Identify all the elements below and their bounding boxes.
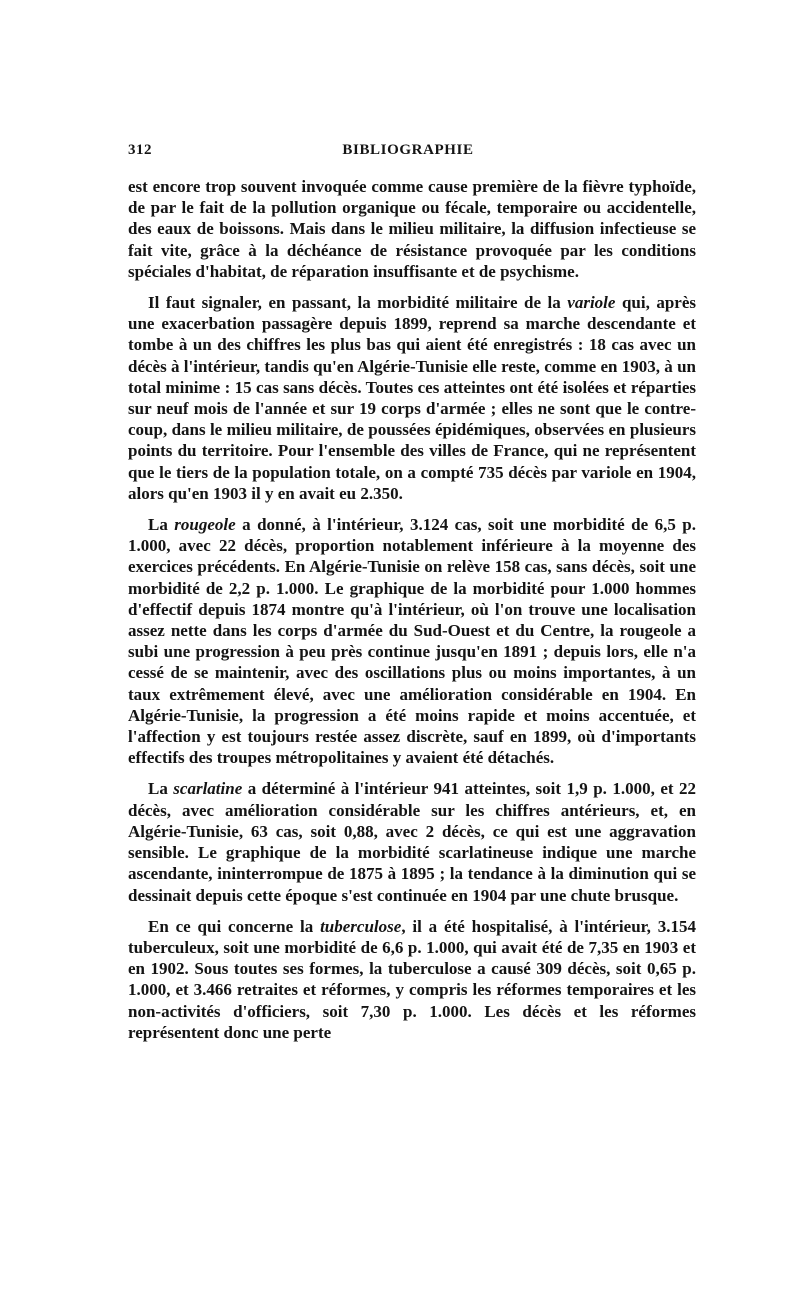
paragraph-text-after: a donné, à l'intérieur, 3.124 cas, soit une morbidité de 6,5 p. 1.000, avec 22 décès, proportion notablement inférieure à la moyenne des exercices précédents. En Algérie-Tunisie on relève 158 cas, sans décès, soit une morbidité de 2,2 p. 1.000. Le graphique de la morbidité pour 1.000 hommes d'effectif depuis 1874 montre qu'à l'intérieur, où l'on trouve une localisation assez nette dans les corps d'armée du Sud-Ouest et du Centre, la rougeole a subi une progression à peu près continue jusqu'en 1891 ; depuis lors, elle n'a cessé de se maintenir, avec des oscillations plus ou moins importantes, à un taux extrêmement élevé, avec une amélioration considérable en 1904. En Algérie-Tunisie, la progression a été moins rapide et moins accentuée, et l'affection y est toujours restée assez discrète, sauf en 1899, où d'importants effectifs des troupes métropolitaines y avaient été détachés. — [128, 515, 696, 768]
paragraph-tuberculose — [128, 916, 696, 1043]
paragraph-variole — [128, 292, 696, 504]
disease-term-rougeole: rougeole — [174, 515, 236, 535]
paragraph-text: est encore trop souvent invoquée comme cause première de la fièvre typhoïde, de par le fait de la pollution organique ou fécale, temporaire ou accidentelle, des eaux de boissons. Mais dans le milieu militaire, la diffusion infectieuse se fait vite, grâce à la déchéance de résistance provoquée par les conditions spéciales d'habitat, de réparation insuffisante et de psychisme. — [128, 177, 696, 281]
disease-term-variole: variole — [567, 293, 616, 313]
page-number: 312 — [128, 142, 152, 158]
paragraph-text-before: La — [148, 515, 175, 535]
paragraph-text-before: La — [148, 779, 174, 799]
paragraph-rougeole — [128, 514, 696, 768]
paragraph-text-after: a déterminé à l'intérieur 941 atteintes, soit 1,9 p. 1.000, et 22 décès, avec amélioration considérable sur les chiffres antérieurs, et, en Algérie-Tunisie, 63 cas, soit 0,88, avec 2 décès, ce qui est une aggravation sensible. Le graphique de la morbidité scarlatineuse indique une marche ascendante, ininterrompue de 1875 à 1895 ; la tendance à la diminution qui se dessinait depuis cette époque s'est continuée en 1904 par une chute brusque. — [128, 779, 696, 905]
page-header — [128, 142, 688, 172]
body-text — [128, 176, 696, 1053]
paragraph-continuation — [128, 176, 696, 282]
paragraph-scarlatine — [128, 778, 696, 905]
paragraph-text-before: Il faut signaler, en passant, la morbidité militaire de la — [148, 293, 568, 313]
running-title: BIBLIOGRAPHIE — [342, 142, 474, 158]
paragraph-text-after: , il a été hospitalisé, à l'intérieur, 3.154 tuberculeux, soit une morbidité de 6,6 p. 1.000, qui avait été de 7,35 en 1903 et en 1902. Sous toutes ses formes, la tuberculose a causé 309 décès, soit 0,65 p. 1.000, et 3.466 retraites et réformes, y compris les réformes temporaires et les non-activités d'officiers, soit 7,30 p. 1.000. Les décès et les réformes représentent donc une perte — [128, 916, 696, 1042]
disease-term-scarlatine: scarlatine — [173, 779, 243, 799]
disease-term-tuberculose: tuberculose — [320, 916, 402, 936]
paragraph-text-after: qui, après une exacerbation passagère depuis 1899, reprend sa marche descendante et tombe à un des chiffres les plus bas qui aient été enregistrés : 18 cas avec un décès à l'intérieur, tandis qu'en Algérie-Tunisie elle reste, comme en 1903, à un total minime : 15 cas sans décès. Toutes ces atteintes ont été isolées et réparties sur neuf mois de l'année et sur 19 corps d'armée ; elles ne sont que le contre-coup, dans le milieu militaire, de poussées épidémiques, observées en plusieurs points du territoire. Pour l'ensemble des villes de France, qui ne représentent que le tiers de la population totale, on a compté 735 décès par variole en 1904, alors qu'en 1903 il y en avait eu 2.350. — [128, 293, 696, 503]
paragraph-text-before: En ce qui concerne la — [148, 916, 321, 936]
